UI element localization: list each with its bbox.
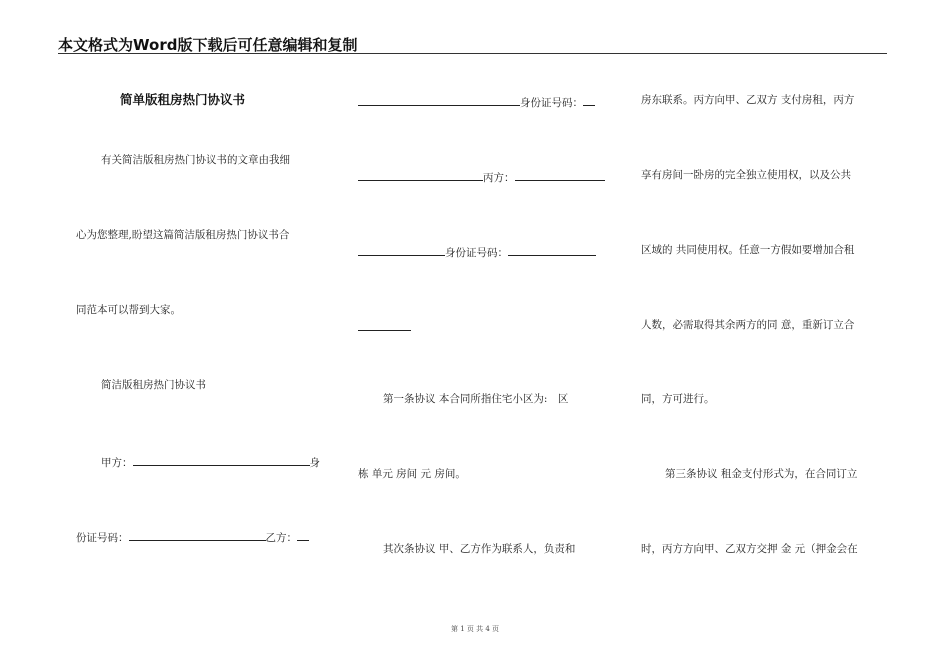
- id-label: 身份证号码：: [445, 247, 508, 259]
- party-b-label: 乙方：: [265, 532, 297, 544]
- party-a-label: 甲方：: [101, 457, 133, 469]
- paragraph-line: 栋 单元 房间 元 房间。: [358, 468, 466, 480]
- id-blank: [508, 245, 596, 256]
- party-a-blank: [133, 455, 310, 466]
- document-title: 简单版租房热门协议书: [120, 92, 246, 107]
- paragraph-line: 房东联系。丙方向甲、乙双方 支付房租，丙方: [641, 94, 855, 106]
- paragraph-line: 人数，必需取得其余两方的同 意，重新订立合: [641, 319, 855, 331]
- party-b-blank: [297, 530, 309, 541]
- party-c-id-blank: [358, 320, 411, 331]
- blank-line: [358, 320, 411, 334]
- paragraph-line: 心为您整理,盼望这篇简洁版租房热门协议书合: [76, 229, 290, 241]
- paragraph-line: 第一条协议 本合同所指住宅小区为: 区: [383, 393, 569, 405]
- party-c-line: [358, 170, 605, 184]
- party-c-name-blank: [358, 245, 445, 256]
- header-divider: [58, 53, 887, 54]
- paragraph-line: 享有房间一卧房的完全独立使用权，以及公共: [641, 169, 851, 181]
- page-number: 第 1 页 共 4 页: [450, 625, 500, 633]
- id-blank: [583, 95, 595, 106]
- paragraph-line: 同，方可进行。: [641, 393, 715, 405]
- paragraph-line: 区域的 共同使用权。任意一方假如要增加合租: [641, 244, 855, 256]
- party-c-id-line: [358, 245, 596, 259]
- paragraph-line: 有关简洁版租房热门协议书的文章由我细: [101, 154, 290, 166]
- paragraph-line: 第三条协议 租金支付形式为，在合同订立: [665, 468, 858, 480]
- id-blank: [129, 530, 266, 541]
- id-label: 份证号码：: [76, 532, 129, 544]
- party-b-name-blank: [358, 95, 520, 106]
- paragraph-line: 其次条协议 甲、乙方作为联系人，负责和: [383, 543, 576, 555]
- party-a-line: [101, 455, 320, 469]
- id-label-start: 身: [309, 457, 320, 469]
- party-b-id-blank: [358, 170, 483, 181]
- party-c-label: 丙方：: [483, 172, 515, 184]
- party-b-id-line: [358, 95, 595, 109]
- id-label: 身份证号码：: [520, 97, 583, 109]
- header-title: 本文格式为Word版下载后可任意编辑和复制: [58, 36, 358, 54]
- party-c-blank: [515, 170, 605, 181]
- party-a-id-line: [76, 530, 309, 544]
- paragraph-line: 同范本可以帮到大家。: [76, 304, 181, 316]
- contract-heading: 简洁版租房热门协议书: [101, 379, 206, 391]
- paragraph-line: 时，丙方方向甲、乙双方交押 金 元（押金会在: [641, 543, 858, 555]
